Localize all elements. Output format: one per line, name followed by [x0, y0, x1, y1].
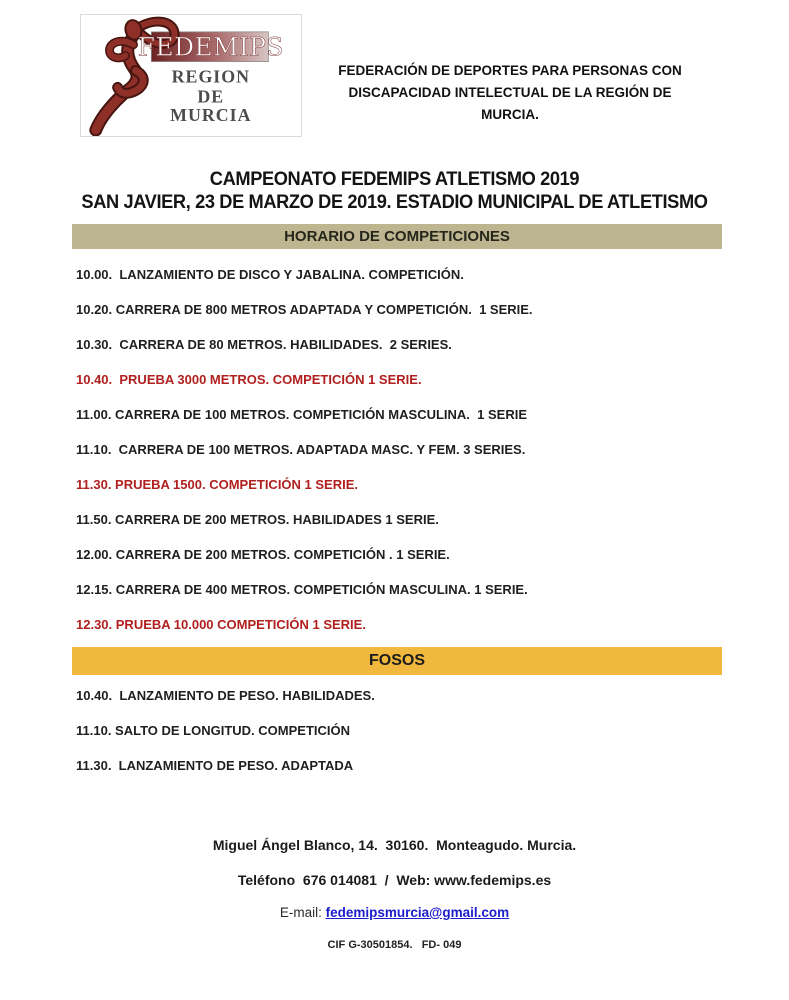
email-line: [0, 905, 789, 920]
schedule-item: 11.00. CARRERA DE 100 METROS. COMPETICIÓN MASCULINA. 1 SERIE: [76, 407, 527, 422]
schedule-item: 11.30. PRUEBA 1500. COMPETICIÓN 1 SERIE.: [76, 477, 359, 492]
logo-region-line: DE: [197, 86, 225, 107]
logo-region-line: REGION: [171, 66, 251, 87]
schedule-item: 12.00. CARRERA DE 200 METROS. COMPETICIÓN . 1 SERIE.: [76, 547, 450, 562]
schedule-item: 11.10. SALTO DE LONGITUD. COMPETICIÓN: [76, 723, 351, 738]
schedule-list-competiciones: [76, 257, 756, 642]
schedule-item: 10.30. CARRERA DE 80 METROS. HABILIDADES. 2 SERIES.: [76, 337, 452, 352]
event-subtitle: SAN JAVIER, 23 DE MARZO DE 2019. ESTADIO MUNICIPAL DE ATLETISMO: [81, 192, 708, 213]
event-title: CAMPEONATO FEDEMIPS ATLETISMO 2019: [209, 169, 580, 190]
schedule-item: 11.10. CARRERA DE 100 METROS. ADAPTADA MASC. Y FEM. 3 SERIES.: [76, 442, 526, 457]
schedule-item: 11.50. CARRERA DE 200 METROS. HABILIDADES 1 SERIE.: [76, 512, 439, 527]
schedule-item: 12.15. CARRERA DE 400 METROS. COMPETICIÓN MASCULINA. 1 SERIE.: [76, 582, 528, 597]
federation-name-line: DISCAPACIDAD INTELECTUAL DE LA REGIÓN DE: [348, 85, 672, 100]
schedule-item: 11.30. LANZAMIENTO DE PESO. ADAPTADA: [76, 758, 354, 773]
federation-name-line: FEDERACIÓN DE DEPORTES PARA PERSONAS CON: [338, 63, 682, 78]
schedule-item: 10.40. LANZAMIENTO DE PESO. HABILIDADES.: [76, 688, 375, 703]
schedule-item: 10.40. PRUEBA 3000 METROS. COMPETICIÓN 1 SERIE.: [76, 372, 422, 387]
schedule-item: 10.00. LANZAMIENTO DE DISCO Y JABALINA. COMPETICIÓN.: [76, 267, 464, 282]
phone-web-line: Teléfono 676 014081 / Web: www.fedemips.es: [237, 872, 552, 888]
schedule-item: 10.20. CARRERA DE 800 METROS ADAPTADA Y COMPETICIÓN. 1 SERIE.: [76, 302, 533, 317]
schedule-item: 12.30. PRUEBA 10.000 COMPETICIÓN 1 SERIE.: [76, 617, 366, 632]
section-heading-horario: HORARIO DE COMPETICIONES: [72, 224, 722, 249]
runner-logo-icon: [81, 15, 301, 136]
email-label: E-mail:: [279, 905, 326, 920]
federation-name-line: MURCIA.: [481, 107, 539, 122]
fedemips-logo: [80, 14, 302, 137]
email-link[interactable]: fedemipsmurcia@gmail.com: [325, 905, 510, 920]
cif-line: CIF G-30501854. FD- 049: [327, 939, 462, 951]
logo-wordmark: FEDEMIPS: [137, 32, 284, 62]
address-line: Miguel Ángel Blanco, 14. 30160. Monteagudo. Murcia.: [212, 837, 577, 853]
schedule-list-fosos: [76, 678, 756, 783]
federation-name: [300, 60, 720, 126]
section-heading-fosos: FOSOS: [72, 647, 722, 675]
logo-region-line: MURCIA: [170, 105, 252, 126]
